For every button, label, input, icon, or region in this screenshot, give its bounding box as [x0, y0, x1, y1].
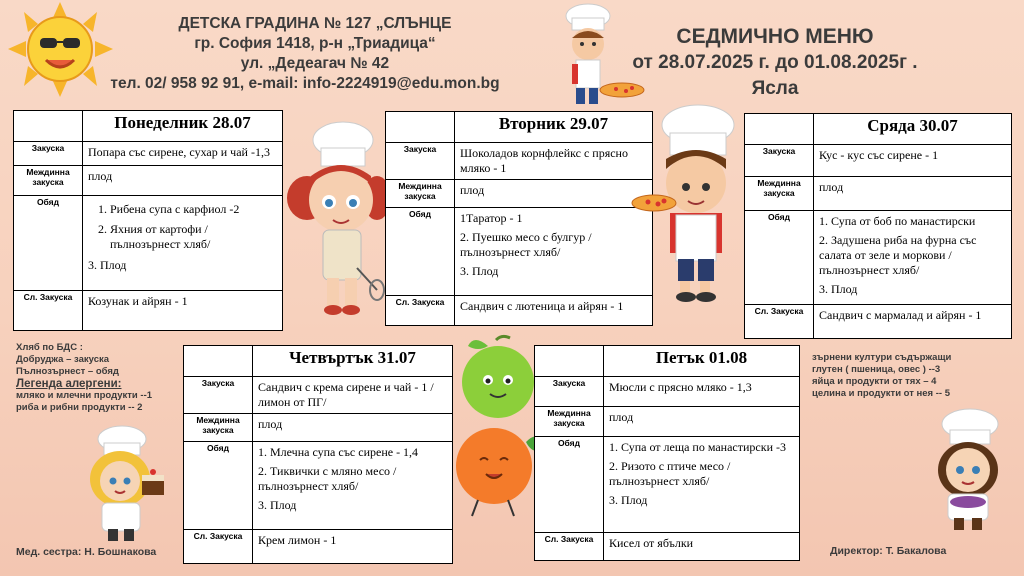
snack-value: плод [455, 180, 653, 208]
lunch-item: 1. Супа от боб по манастирски [819, 214, 976, 228]
lunch-value [604, 437, 800, 533]
lunch-item: 2. Тиквички с мляно месо /пълнозърнест хляб/ [258, 464, 397, 493]
kindergarten-name: ДЕТСКА ГРАДИНА № 127 „СЛЪНЦЕ [178, 15, 452, 32]
lunch-item: 3. Плод [819, 282, 858, 296]
label-lunch: Обяд [184, 442, 253, 530]
menu-group: Ясла [751, 78, 799, 99]
day-heading: Сряда 30.07 [814, 114, 1012, 145]
afternoon-value: Сандвич с лютеница и айрян - 1 [455, 296, 653, 326]
lunch-item: 2. Пуешко месо с булгур /пълнозърнест хляб/ [460, 230, 592, 259]
label-snack: Междинна закуска [535, 407, 604, 437]
afternoon-value: Кисел от ябълки [604, 533, 800, 561]
label-afternoon: Сл. Закуска [535, 533, 604, 561]
menu-date-range: от 28.07.2025 г. до 01.08.2025г . [632, 52, 918, 73]
label-lunch: Обяд [535, 437, 604, 533]
kindergarten-city: гр. София 1418, р-н „Триадица“ [194, 35, 436, 52]
snack-value: плод [604, 407, 800, 437]
label-snack: Междинна закуска [184, 414, 253, 442]
kindergarten-street: ул. „Дедеагач № 42 [240, 55, 390, 72]
label-afternoon: Сл. Закуска [386, 296, 455, 326]
lunch-item: 2. Задушена риба на фурна със салата от зеле и моркови /пълнозърнест хляб/ [819, 233, 977, 277]
snack-value: плод [253, 414, 453, 442]
day-heading: Четвъртък 31.07 [253, 346, 453, 377]
chef-girl-cake-icon [80, 425, 180, 543]
lunch-item: 1. Супа от леща по манастирски -3 [609, 440, 786, 454]
breakfast-value: Шоколадов корнфлейкс с прясно мляко - 1 [455, 143, 653, 180]
lunch-item: 1Таратор - 1 [460, 211, 523, 225]
lunch-item: 1. Млечна супа със сирене - 1,4 [258, 445, 419, 459]
day-heading: Понеделник 28.07 [83, 111, 283, 142]
kindergarten-contact: тел. 02/ 958 92 91, e-mail: info-2224919@edu.mon.bg [110, 75, 500, 92]
afternoon-value: Крем лимон - 1 [253, 530, 453, 564]
chef-boy-icon [630, 103, 745, 308]
label-breakfast: Закуска [184, 377, 253, 414]
chef-girl-whisk-icon [285, 118, 390, 323]
afternoon-value: Козунак и айрян - 1 [83, 291, 283, 331]
director-signature: Директор: Т. Бакалова [830, 545, 947, 557]
label-breakfast: Закуска [535, 377, 604, 407]
label-snack: Междинна закуска [745, 177, 814, 211]
lunch-item: 2. Ризото с птиче месо /пълнозърнест хляб/ [609, 459, 731, 488]
fruit-characters-icon [448, 332, 544, 522]
allergen-item: зърнени култури съдържащи [812, 352, 952, 363]
label-lunch: Обяд [14, 196, 83, 291]
lunch-item: 3. Плод [88, 258, 127, 272]
lunch-value [814, 211, 1012, 305]
lunch-value [83, 196, 283, 291]
bread-note-lunch: Пълнозърнест – обяд [16, 366, 119, 377]
bread-note [16, 342, 186, 414]
day-table-tuesday [385, 111, 653, 326]
label-lunch: Обяд [386, 208, 455, 296]
allergen-item: глутен ( пшеница, овес ) --3 [812, 364, 941, 375]
label-breakfast: Закуска [745, 145, 814, 177]
allergen-legend-title: Легенда алергени: [16, 378, 122, 390]
lunch-item: 2. Яхния от картофи /пълнозърнест хляб/ [110, 222, 277, 252]
label-afternoon: Сл. Закуска [184, 530, 253, 564]
breakfast-value: Сандвич с крема сирене и чай - 1 /лимон от ПГ/ [253, 377, 453, 414]
breakfast-value: Кус - кус със сирене - 1 [814, 145, 1012, 177]
breakfast-value: Попара със сирене, сухар и чай -1,3 [83, 142, 283, 166]
day-heading: Петък 01.08 [604, 346, 800, 377]
breakfast-value: Мюсли с прясно мляко - 1,3 [604, 377, 800, 407]
label-breakfast: Закуска [14, 142, 83, 166]
allergen-item: целина и продукти от нея -- 5 [812, 388, 950, 399]
snack-value: плод [814, 177, 1012, 211]
afternoon-value: Сандвич с мармалад и айрян - 1 [814, 305, 1012, 339]
label-breakfast: Закуска [386, 143, 455, 180]
label-snack: Междинна закуска [14, 166, 83, 196]
allergen-item: яйца и продукти от тях – 4 [812, 376, 937, 387]
label-lunch: Обяд [745, 211, 814, 305]
lunch-item: 3. Плод [258, 498, 297, 512]
menu-title-block [610, 24, 940, 102]
day-table-friday [534, 345, 800, 561]
lunch-item: 3. Плод [609, 493, 648, 507]
allergen-legend-right [812, 352, 1012, 400]
bread-note-breakfast: Добруджа – закуска [16, 354, 110, 365]
lunch-item: 1. Рибена супа с карфиол -2 [110, 202, 277, 217]
chef-girl-pie-icon [928, 408, 1008, 533]
day-table-wednesday [744, 113, 1012, 339]
day-table-monday [13, 110, 283, 331]
menu-title: СЕДМИЧНО МЕНЮ [676, 25, 874, 48]
allergen-item: риба и рибни продукти -- 2 [16, 402, 143, 413]
nurse-signature: Мед. сестра: Н. Бошнакова [16, 546, 157, 558]
lunch-value [253, 442, 453, 530]
day-heading: Вторник 29.07 [455, 112, 653, 143]
allergen-item: мляко и млечни продукти --1 [16, 390, 153, 401]
label-afternoon: Сл. Закуска [14, 291, 83, 331]
lunch-item: 3. Плод [460, 264, 499, 278]
kindergarten-info [105, 14, 525, 94]
lunch-value [455, 208, 653, 296]
bread-note-title: Хляб по БДС : [16, 342, 83, 353]
day-table-thursday [183, 345, 453, 564]
label-afternoon: Сл. Закуска [745, 305, 814, 339]
label-snack: Междинна закуска [386, 180, 455, 208]
snack-value: плод [83, 166, 283, 196]
